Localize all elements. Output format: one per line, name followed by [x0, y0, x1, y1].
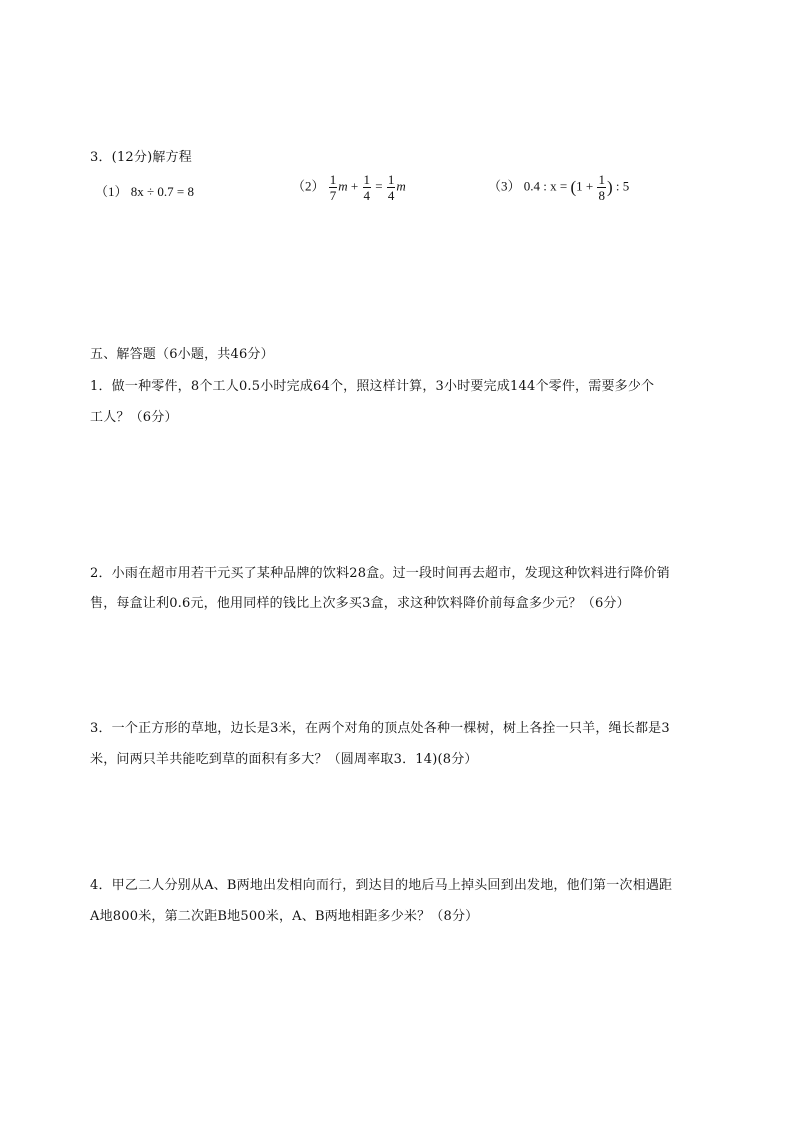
one-plus: 1 + [576, 178, 597, 194]
equals-sign: = [375, 178, 383, 194]
question-4-line-2: A地800米，第二次距B地500米，A、B两地相距多少米？（8分） [90, 909, 479, 924]
equation-1-label: （1） [95, 184, 128, 199]
fraction-1-4-left [363, 172, 372, 203]
paren-open: ( [570, 177, 577, 197]
fraction-numerator: 1 [329, 172, 337, 187]
equation-2 [292, 172, 406, 203]
fraction-numerator: 1 [363, 172, 370, 187]
fraction-1-8 [597, 172, 606, 203]
section3-heading: 3．(12分)解方程 [90, 150, 192, 165]
fraction-1-4-right [387, 172, 396, 203]
question-3-line-1: 3．一个正方形的草地，边长是3米，在两个对角的顶点处各种一棵树，树上各拴一只羊，绳长都是3 [90, 721, 670, 736]
equation-3-label: （3） [488, 178, 521, 194]
equation-3-left: 0.4 : x = [523, 178, 571, 194]
fraction-denominator: 4 [363, 188, 370, 203]
question-1-line-1: 1．做一种零件，8个工人0.5小时完成64个，照这样计算，3小时要完成144个零件，需要多少个 [90, 379, 655, 394]
question-3-line-2: 米，问两只羊共能吃到草的面积有多大？（圆周率取3．14)(8分） [90, 752, 478, 767]
fraction-numerator: 1 [387, 172, 395, 187]
fraction-denominator: 7 [329, 188, 337, 203]
question-4-line-1: 4．甲乙二人分别从A、B两地出发相向而行，到达目的地后马上掉头回到出发地，他们第一次相遇距 [90, 878, 673, 893]
equation-1-expression: 8x ÷ 0.7 = 8 [130, 184, 194, 199]
question-2-line-2: 售，每盒让利0.6元，他用同样的钱比上次多买3盒，求这种饮料降价前每盒多少元？（6分） [90, 596, 630, 611]
fraction-numerator: 1 [598, 172, 605, 187]
equation-1 [95, 181, 194, 200]
variable-m: m [338, 178, 348, 194]
paren-close: ) [606, 177, 613, 197]
question-1-line-2: 工人？（6分） [90, 410, 178, 425]
equation-2-label: （2） [292, 178, 325, 194]
section5-heading: 五、解答题（6小题，共46分） [90, 347, 274, 362]
fraction-1-7 [329, 172, 338, 203]
plus-sign: + [350, 178, 359, 194]
variable-m: m [396, 178, 406, 194]
question-2-line-1: 2．小雨在超市用若干元买了某种品牌的饮料28盒。过一段时间再去超市，发现这种饮料进行降价销 [90, 566, 670, 581]
fraction-denominator: 8 [598, 188, 605, 203]
fraction-denominator: 4 [387, 188, 395, 203]
equation-3-right: : 5 [612, 178, 630, 194]
equation-3 [488, 172, 629, 203]
